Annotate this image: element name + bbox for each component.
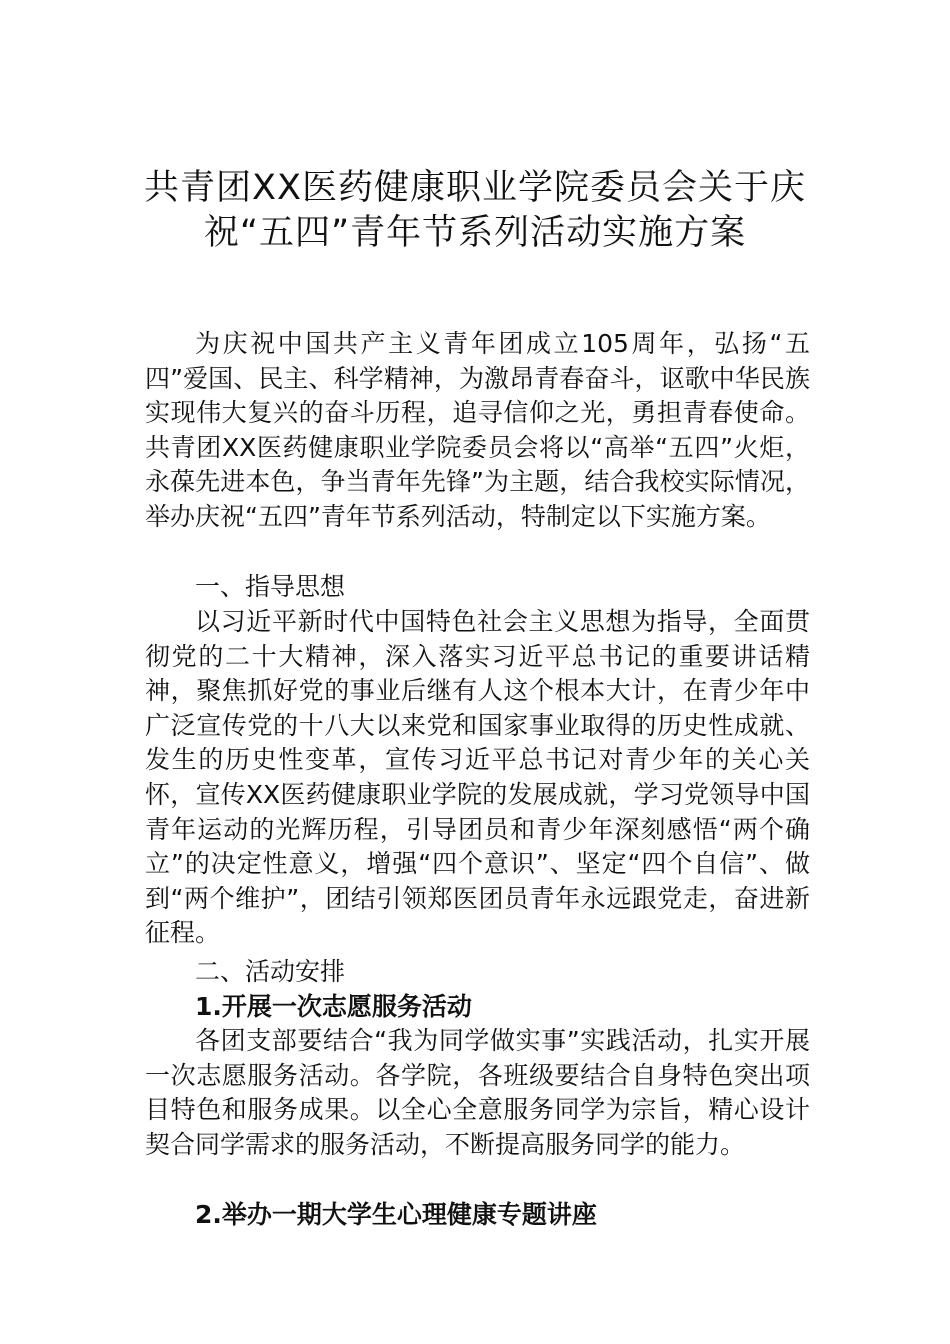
intro-paragraph	[145, 327, 810, 535]
volunteer-service-paragraph	[145, 1024, 810, 1162]
item2-heading: 2.举办一期大学生心理健康专题讲座	[195, 1200, 597, 1229]
document-title-line-1: 共青团XX医药健康职业学院委员会关于庆	[144, 168, 806, 208]
section1-body: 以习近平新时代中国特色社会主义思想为指导，全面贯彻党的二十大精神，深入落实习近平总书记的重要讲话精神，聚焦抓好党的事业后继有人这个根本大计，在青少年中广泛宣传党的十八大以来党和国家事业取得的历史性成就、发生的历史性变革，宣传习近平总书记对青少年的关心关怀，宣传XX医药健康职业学院的发展成就，学习党领导中国青年运动的光辉历程，引导团员和青少年深刻感悟“两个确立”的决定性意义，增强“四个意识”、坚定“四个自信”、做到“两个维护”，团结引领郑医团员青年永远跟党走，奋进新征程。	[145, 607, 810, 948]
guiding-ideology-paragraph	[145, 605, 810, 951]
section-heading-activity-arrangement	[145, 955, 810, 990]
document-title-line-2: 祝“五四”青年节系列活动实施方案	[203, 213, 747, 253]
item1-heading: 1.开展一次志愿服务活动	[195, 992, 472, 1021]
item-heading-volunteer-service	[145, 990, 810, 1025]
section2-heading: 二、活动安排	[195, 957, 346, 986]
intro-text: 为庆祝中国共产主义青年团成立105周年，弘扬“五四”爱国、民主、科学精神，为激昂青春奋斗，讴歌中华民族实现伟大复兴的奋斗历程，追寻信仰之光，勇担青春使命。共青团XX医药健康职业学院委员会将以“高举“五四”火炬，永葆先进本色，争当青年先锋”为主题，结合我校实际情况，举办庆祝“五四”青年节系列活动，特制定以下实施方案。	[145, 329, 810, 531]
item-heading-mental-health-lecture	[145, 1198, 810, 1233]
section-heading-guiding-ideology	[145, 570, 810, 605]
item1-body: 各团支部要结合“我为同学做实事”实践活动，扎实开展一次志愿服务活动。各学院，各班级要结合自身特色突出项目特色和服务成果。以全心全意服务同学为宗旨，精心设计契合同学需求的服务活动，不断提高服务同学的能力。	[145, 1026, 810, 1159]
section1-heading: 一、指导思想	[195, 572, 346, 601]
